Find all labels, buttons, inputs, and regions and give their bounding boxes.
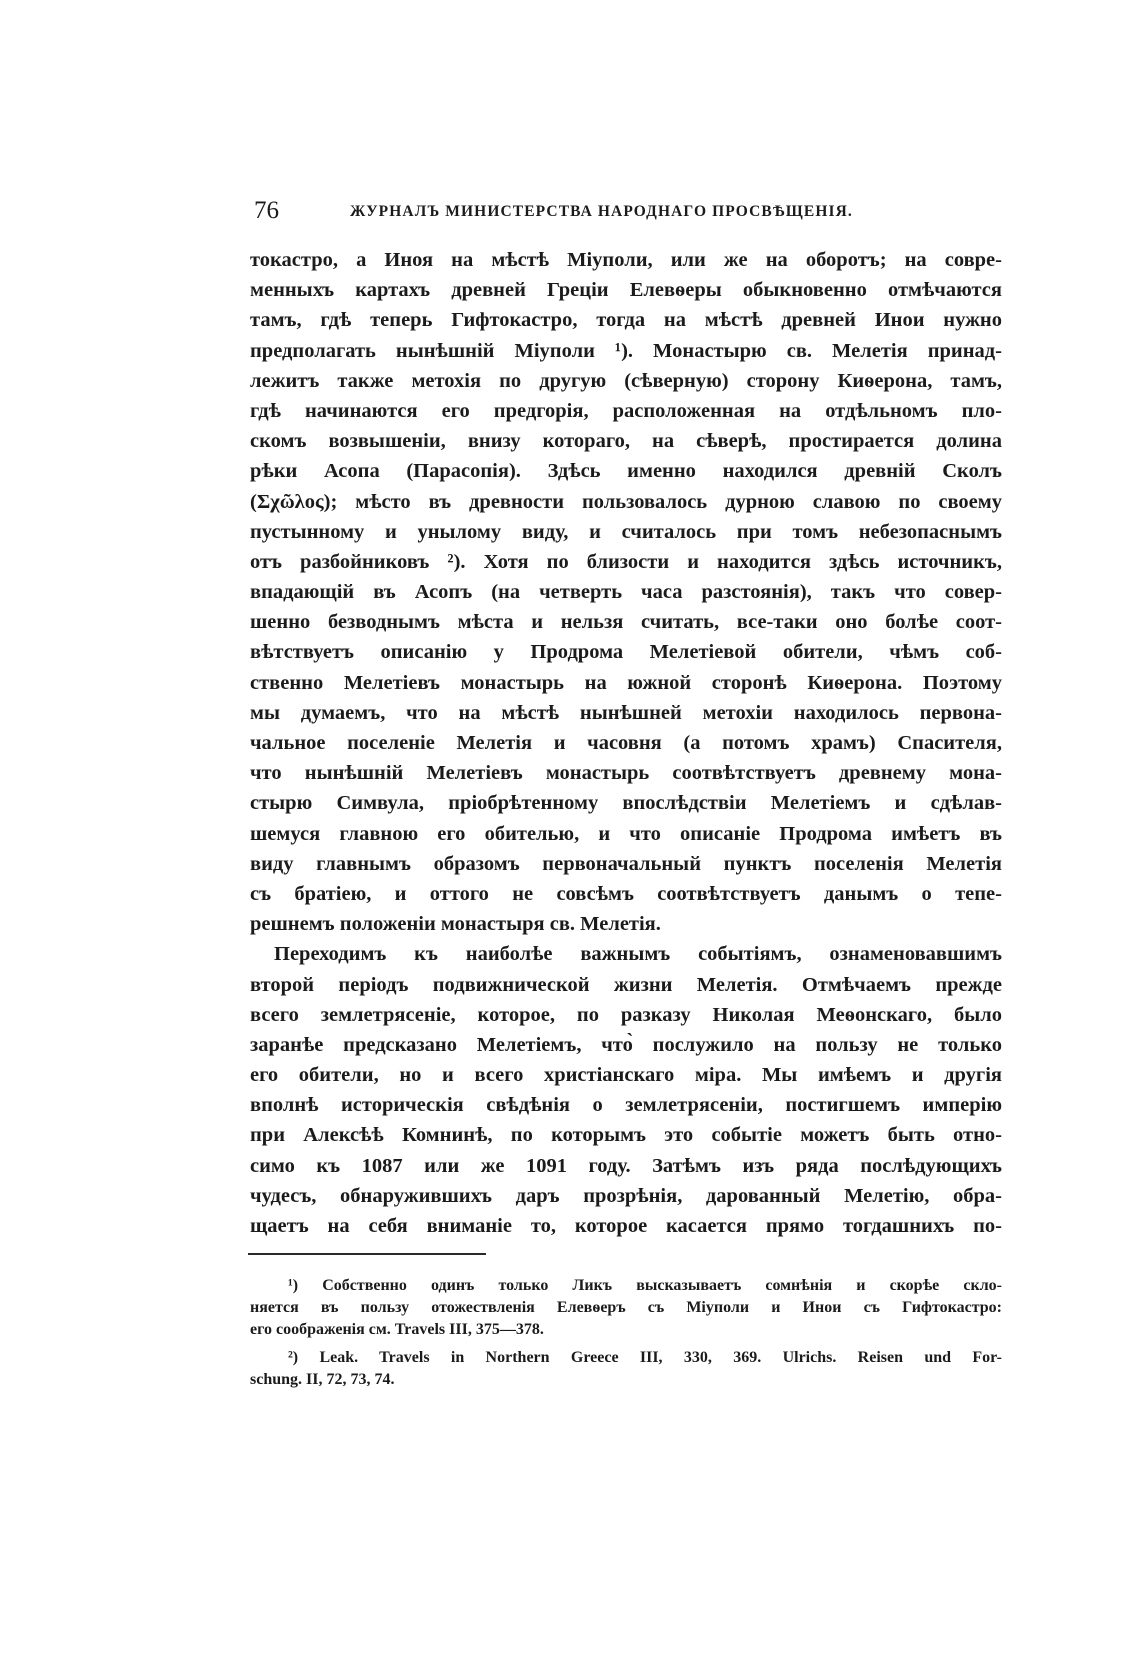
body-text — [250, 245, 1002, 1241]
footnote-line: его соображенія см. Travels III, 375—378. — [250, 1321, 544, 1338]
text-line: виду главнымъ образомъ первоначальный пунктъ поселенія Мелетія — [250, 852, 1002, 875]
footnote-1 — [250, 1275, 1002, 1341]
page-number: 76 — [254, 197, 279, 224]
text-line: заранѣе предсказано Мелетіемъ, что̀ послужило на пользу не только — [250, 1033, 1002, 1056]
footnote-rule — [248, 1253, 486, 1255]
text-line: что нынѣшній Мелетіевъ монастырь соотвѣтствуетъ древнему мона- — [250, 762, 1002, 785]
text-line: пустынному и унылому виду, и считалось при томъ небезопаснымъ — [250, 520, 1002, 543]
text-line: вполнѣ историческія свѣдѣнія о землетрясеніи, постигшемъ имперію — [250, 1094, 1002, 1117]
text-line: при Алексѣѣ Комнинѣ, по которымъ это событіе можетъ быть отно- — [250, 1124, 1002, 1147]
text-line: шенно безводнымъ мѣста и нельзя считать, все-таки оно болѣе соот- — [250, 611, 1002, 634]
footnote-line: schung. II, 72, 73, 74. — [250, 1371, 395, 1388]
text-line: щаетъ на себя вниманіе то, которое касается прямо тогдашнихъ по- — [250, 1215, 1002, 1237]
paragraph-2 — [250, 939, 1002, 1241]
footnote-line: няется въ пользу отожествленія Елевѳеръ съ Міуполи и Инои съ Гифтокастро: — [250, 1299, 1002, 1316]
text-line: скомъ возвышеніи, внизу котораго, на сѣверѣ, простирается долина — [250, 430, 1002, 453]
text-line: симо къ 1087 или же 1091 году. Затѣмъ изъ ряда послѣдующихъ — [250, 1154, 1002, 1177]
text-line: ственно Мелетіевъ монастырь на южной сторонѣ Киѳерона. Поэтому — [250, 671, 1002, 694]
text-line: впадающій въ Асопъ (на четверть часа разстоянія), такъ что совер- — [250, 581, 1002, 604]
paragraph-1 — [250, 245, 1002, 939]
footnote-2 — [250, 1347, 1002, 1391]
text-line: менныхъ картахъ древней Греціи Елевѳеры обыкновенно отмѣчаются — [250, 279, 1002, 302]
text-line: Переходимъ къ наиболѣе важнымъ событіямъ, ознаменовавшимъ — [274, 943, 1002, 966]
text-line: съ братіею, и оттого не совсѣмъ соотвѣтствуетъ данымъ о тепе- — [250, 882, 1002, 905]
text-line: лежитъ также метохія по другую (сѣверную) сторону Киѳерона, тамъ, — [250, 369, 1002, 392]
running-title: ЖУРНАЛЪ МИНИСТЕРСТВА НАРОДНАГО ПРОСВѢЩЕНІЯ. — [350, 203, 853, 220]
text-line: предполагать нынѣшній Міуполи ¹). Монастырю св. Мелетія принад- — [250, 339, 1002, 362]
page-header — [254, 196, 1004, 226]
text-line: токастро, а Иноя на мѣстѣ Міуполи, или же на оборотъ; на совре- — [250, 249, 1002, 271]
text-line: решнемъ положеніи монастыря св. Мелетія. — [250, 913, 661, 936]
text-line: тамъ, гдѣ теперь Гифтокастро, тогда на мѣстѣ древней Инои нужно — [250, 309, 1002, 332]
text-line: рѣки Асопа (Парасопія). Здѣсь именно находился древній Сколъ — [250, 460, 1002, 483]
text-line: мы думаемъ, что на мѣстѣ нынѣшней метохіи находилось первона- — [250, 701, 1002, 724]
footnote-line: ¹) Собственно одинъ только Ликъ высказываетъ сомнѣнія и скорѣе скло- — [288, 1277, 1002, 1294]
text-line: чудесъ, обнаружившихъ даръ прозрѣнія, дарованный Мелетію, обра- — [250, 1184, 1002, 1207]
text-line: его обители, но и всего христіанскаго міра. Мы имѣемъ и другія — [250, 1064, 1002, 1087]
text-line: второй періодъ подвижнической жизни Мелетія. Отмѣчаемъ прежде — [250, 973, 1002, 996]
text-line: стырю Симвула, пріобрѣтенному впослѣдствіи Мелетіемъ и сдѣлав- — [250, 792, 1002, 815]
text-line: всего землетрясеніе, которое, по разказу Николая Меѳонскаго, было — [250, 1003, 1002, 1026]
text-line: вѣтствуетъ описанію у Продрома Мелетіевой обители, чѣмъ соб- — [250, 641, 1002, 664]
footnotes — [250, 1275, 1002, 1391]
text-line: отъ разбойниковъ ²). Хотя по близости и находится здѣсь источникъ, — [250, 550, 1002, 573]
text-line: (Σχῶλος); мѣсто въ древности пользовалось дурною славою по своему — [250, 490, 1002, 513]
text-line: чальное поселеніе Мелетія и часовня (а потомъ храмъ) Спасителя, — [250, 732, 1002, 754]
footnote-line: ²) Leak. Travels in Northern Greece III, 330, 369. Ulrichs. Reisen und For- — [288, 1349, 1002, 1366]
text-line: гдѣ начинаются его предгорія, расположенная на отдѣльномъ пло- — [250, 399, 1002, 422]
text-line: шемуся главною его обителью, и что описаніе Продрома имѣетъ въ — [250, 822, 1002, 845]
